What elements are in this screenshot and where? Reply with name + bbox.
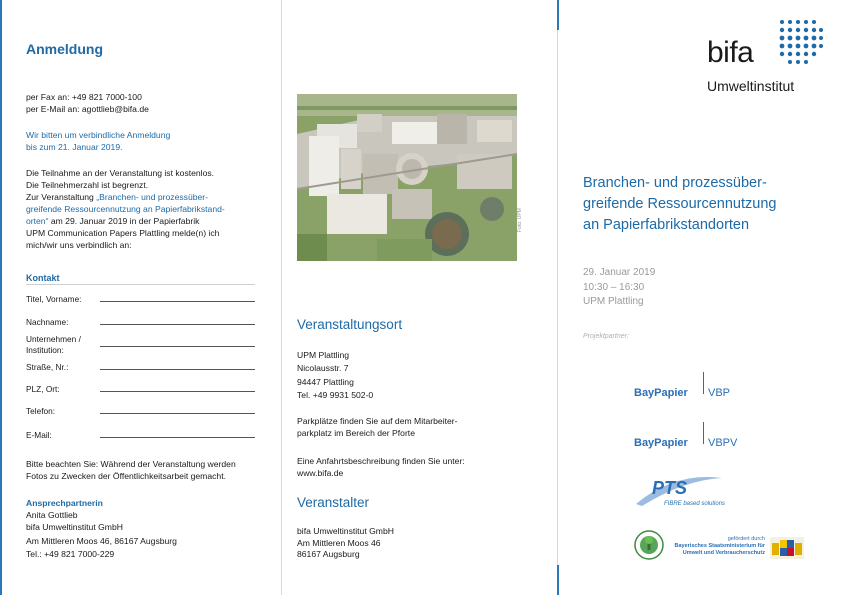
- event-date: 29. Januar 2019: [583, 267, 656, 278]
- contact-person-org: bifa Umweltinstitut GmbH: [26, 522, 123, 532]
- phone-field[interactable]: [100, 413, 255, 414]
- baypapier-vbpv-divider: [703, 422, 704, 444]
- info-line-5: UPM Communication Papers Plattling melde(n) ich: [26, 228, 220, 238]
- venue-city: 94447 Plattling: [297, 377, 354, 387]
- info-event-1: „Branchen- und prozessüber-: [96, 192, 209, 202]
- event-title-line-1: Branchen- und prozessüber-: [583, 175, 767, 191]
- project-partners-label: Projektpartner:: [583, 333, 629, 340]
- event-title: [583, 173, 776, 236]
- info-line-3: [26, 192, 208, 204]
- venue-parking-1: Parkplätze finden Sie auf dem Mitarbeiter-: [297, 416, 458, 426]
- baypapier-vbp-logo-abbr: VBP: [708, 387, 731, 399]
- organizer-city: 86167 Augsburg: [297, 549, 360, 559]
- venue-directions-link[interactable]: www.bifa.de: [297, 468, 344, 478]
- pts-logo-sub: FIBRE based solutions: [664, 501, 726, 507]
- organizer-org: bifa Umweltinstitut GmbH: [297, 526, 394, 536]
- venue-directions-1: Eine Anfahrtsbeschreibung finden Sie unter:: [297, 456, 465, 466]
- photo-credit: Foto: UPM: [517, 208, 523, 232]
- organizer-street: Am Mittleren Moos 46: [297, 538, 381, 548]
- baypapier-vbpv-logo-abbr: VBPV: [708, 437, 738, 449]
- contact-title: Kontakt: [26, 273, 60, 283]
- venue-phone: Tel. +49 9931 502-0: [297, 390, 374, 400]
- info-line-6: mich/wir uns verbindlich an:: [26, 240, 132, 250]
- funding-line-2: Bayerisches Staatsministerium für: [674, 543, 765, 549]
- city-field[interactable]: [100, 391, 255, 392]
- fax-line: per Fax an: +49 821 7000-100: [26, 92, 142, 102]
- pts-logo-name: PTS: [652, 478, 688, 498]
- photo-note-2: Fotos zu Zwecken der Öffentlichkeitsarbeit gemacht.: [26, 471, 226, 481]
- info-line-4: [26, 216, 199, 228]
- venue-name: UPM Plattling: [297, 350, 350, 360]
- factory-aerial-photo: [297, 94, 517, 261]
- contact-person-address: Am Mittleren Moos 46, 86167 Augsburg: [26, 536, 177, 546]
- email-field[interactable]: [100, 437, 255, 438]
- event-meta: [583, 266, 655, 310]
- factory-photo-illustration: [297, 94, 517, 261]
- label-street: Straße, Nr.:: [26, 362, 69, 372]
- funding-line-3: Umwelt und Verbraucherschutz: [682, 550, 765, 556]
- bifa-logo-dots-icon: [776, 18, 824, 66]
- panel-divider-right: [557, 0, 558, 595]
- funding-line-1: gefördert durch: [727, 536, 765, 542]
- venue-street: Nicolausstr. 7: [297, 363, 349, 373]
- venue-title: Veranstaltungsort: [297, 317, 403, 332]
- brand-name: bifa: [707, 36, 754, 69]
- event-title-line-3: an Papierfabrikstandorten: [583, 217, 750, 233]
- venue-parking-2: parkplatz im Bereich der Pforte: [297, 428, 415, 438]
- photo-note-1: Bitte beachten Sie: Während der Veranstaltung werden: [26, 459, 236, 469]
- brand-subtitle: Umweltinstitut: [707, 78, 795, 94]
- registration-title: Anmeldung: [26, 41, 103, 57]
- info-line-3-text: Zur Veranstaltung: [26, 192, 97, 202]
- edge-bar-left: [0, 0, 2, 595]
- name-field[interactable]: [100, 301, 255, 302]
- contact-person-name: Anita Gottlieb: [26, 510, 78, 520]
- label-company-2: Institution:: [26, 345, 64, 355]
- registration-request-2: bis zum 21. Januar 2019.: [26, 142, 123, 152]
- info-event-2: greifende Ressourcennutzung an Papierfabrikstand-: [26, 204, 225, 214]
- panel-divider-left: [281, 0, 282, 595]
- info-event-3: orten“: [26, 216, 49, 226]
- surname-field[interactable]: [100, 324, 255, 325]
- label-email: E-Mail:: [26, 430, 52, 440]
- contact-divider: [26, 284, 255, 285]
- baypapier-vbpv-logo-name: BayPapier: [634, 437, 688, 449]
- contact-person-phone: Tel.: +49 821 7000-229: [26, 549, 115, 559]
- sustainability-seal-icon: [634, 530, 664, 560]
- contact-person-title: Ansprechpartnerin: [26, 498, 103, 508]
- registration-request-1: Wir bitten um verbindliche Anmeldung: [26, 130, 171, 140]
- company-field[interactable]: [100, 346, 255, 347]
- event-location: UPM Plattling: [583, 296, 644, 307]
- info-line-2: Die Teilnehmerzahl ist begrenzt.: [26, 180, 149, 190]
- edge-bar-top-right: [557, 0, 559, 30]
- event-time: 10:30 – 16:30: [583, 281, 645, 293]
- label-name: Titel, Vorname:: [26, 294, 82, 304]
- info-line-4-text: am 29. Januar 2019 in der Papierfabrik: [48, 216, 200, 226]
- baypapier-vbp-divider: [703, 372, 704, 394]
- organizer-title: Veranstalter: [297, 495, 370, 510]
- email-line: per E-Mail an: agottlieb@bifa.de: [26, 104, 149, 114]
- event-title-line-2: greifende Ressourcennutzung: [583, 196, 777, 212]
- street-field[interactable]: [100, 369, 255, 370]
- bavarian-coat-of-arms-icon: [770, 537, 804, 559]
- edge-bar-bottom-right: [557, 565, 559, 595]
- funding-text: [670, 536, 765, 557]
- label-phone: Telefon:: [26, 406, 56, 416]
- label-company-1: Unternehmen /: [26, 334, 81, 344]
- baypapier-vbp-logo-name: BayPapier: [634, 387, 688, 399]
- info-line-1: Die Teilnahme an der Veranstaltung ist kostenlos.: [26, 168, 215, 178]
- label-surname: Nachname:: [26, 317, 69, 327]
- label-city: PLZ, Ort:: [26, 384, 60, 394]
